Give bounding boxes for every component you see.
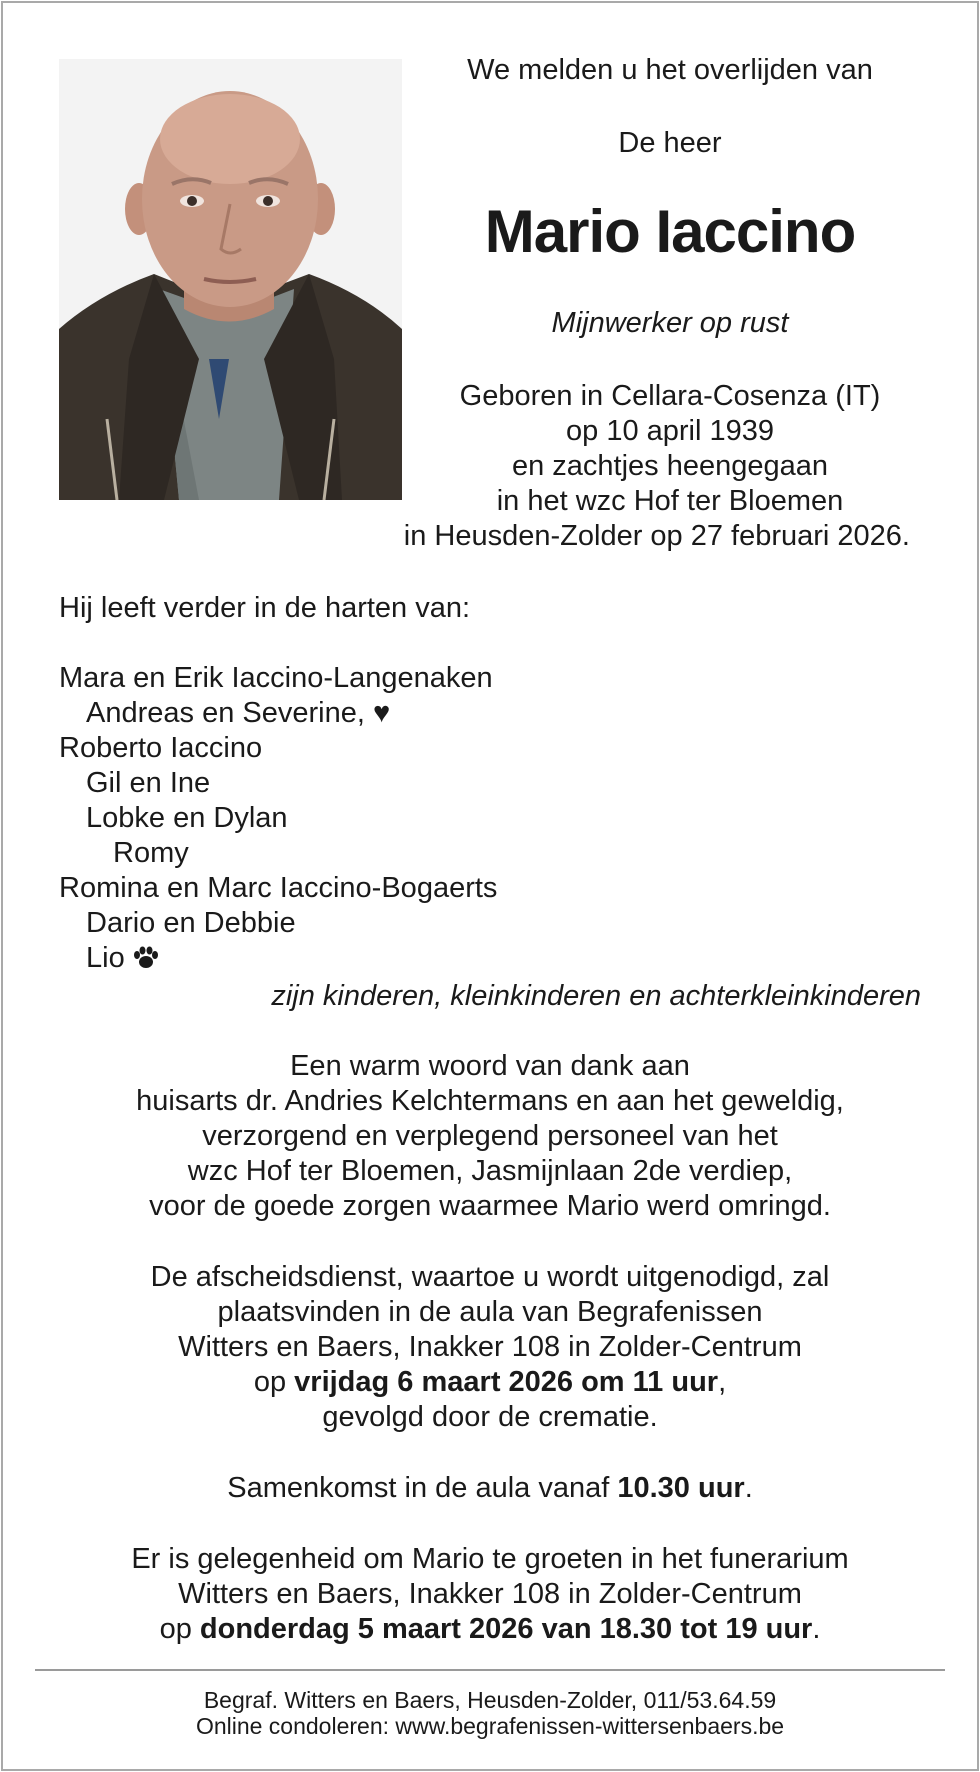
thanks-line-2: huisarts dr. Andries Kelchtermans en aan het geweldig,	[136, 1085, 844, 1117]
service-line-1: De afscheidsdienst, waartoe u wordt uitgenodigd, zal	[150, 1261, 830, 1293]
visitation-date-suffix: .	[812, 1613, 821, 1645]
family-entry: Mara en Erik Iaccino-Langenaken	[59, 662, 493, 694]
portrait-photo	[59, 59, 402, 500]
footer-condolence-link[interactable]: Online condoleren: www.begrafenissen-wittersenbaers.be	[195, 1713, 785, 1739]
visitation-line-1: Er is gelegenheid om Mario te groeten in het funerarium	[131, 1543, 849, 1575]
birth-line-5: in Heusden-Zolder op 27 februari 2026.	[403, 520, 910, 552]
paw-icon	[133, 946, 159, 970]
visitation-line-2: Witters en Baers, Inakker 108 in Zolder-Centrum	[178, 1578, 802, 1610]
family-entry: Dario en Debbie	[86, 907, 296, 939]
family-entry: Gil en Ine	[86, 767, 211, 799]
salutation: De heer	[618, 127, 722, 159]
family-entry: Lobke en Dylan	[86, 802, 288, 834]
birth-line-1: Geboren in Cellara-Cosenza (IT)	[459, 380, 881, 412]
family-entry-text: Andreas en Severine,	[86, 697, 365, 729]
visitation-date: donderdag 5 maart 2026 van 18.30 tot 19 uur	[199, 1613, 813, 1645]
family-entry: Roberto Iaccino	[59, 732, 263, 764]
portrait-illustration	[59, 59, 402, 500]
service-line-5: gevolgd door de crematie.	[322, 1401, 658, 1433]
gathering-suffix: .	[744, 1472, 753, 1504]
heart-icon: ♥	[372, 697, 391, 729]
deceased-name: Mario Iaccino	[484, 198, 856, 265]
birth-line-3: en zachtjes heengegaan	[511, 450, 829, 482]
intro-line: We melden u het overlijden van	[467, 54, 873, 86]
family-closing: zijn kinderen, kleinkinderen en achterkleinkinderen	[271, 980, 921, 1012]
service-line-2: plaatsvinden in de aula van Begrafenissen	[217, 1296, 763, 1328]
birth-line-2: op 10 april 1939	[566, 415, 774, 447]
visitation-date-line	[0, 1612, 980, 1647]
service-line-3: Witters en Baers, Inakker 108 in Zolder-Centrum	[178, 1331, 802, 1363]
gathering-prefix: Samenkomst in de aula vanaf	[227, 1472, 618, 1504]
family-entry-with-heart	[86, 696, 390, 731]
birth-line-4: in het wzc Hof ter Bloemen	[496, 485, 844, 517]
thanks-line-4: wzc Hof ter Bloemen, Jasmijnlaan 2de verdiep,	[187, 1155, 793, 1187]
thanks-line-1: Een warm woord van dank aan	[290, 1050, 690, 1082]
visitation-date-prefix: op	[159, 1613, 200, 1645]
family-intro: Hij leeft verder in de harten van:	[59, 592, 471, 624]
occupation: Mijnwerker op rust	[551, 307, 789, 339]
footer-undertaker: Begraf. Witters en Baers, Heusden-Zolder, 011/53.64.59	[203, 1687, 777, 1713]
service-date-suffix: ,	[718, 1366, 727, 1398]
family-entry: Romina en Marc Iaccino-Bogaerts	[59, 872, 498, 904]
family-entry: Romy	[113, 837, 189, 869]
family-entry-with-paw	[86, 941, 159, 976]
service-date-prefix: op	[253, 1366, 295, 1398]
service-date: vrijdag 6 maart 2026 om 11 uur	[294, 1366, 719, 1398]
service-date-line	[0, 1365, 980, 1400]
footer-divider	[35, 1669, 945, 1671]
gathering-time: 10.30 uur	[617, 1472, 745, 1504]
thanks-line-5: voor de goede zorgen waarmee Mario werd omringd.	[149, 1190, 831, 1222]
family-entry-text: Lio	[86, 942, 125, 974]
thanks-line-3: verzorgend en verplegend personeel van het	[202, 1120, 778, 1152]
gathering-line	[0, 1471, 980, 1506]
